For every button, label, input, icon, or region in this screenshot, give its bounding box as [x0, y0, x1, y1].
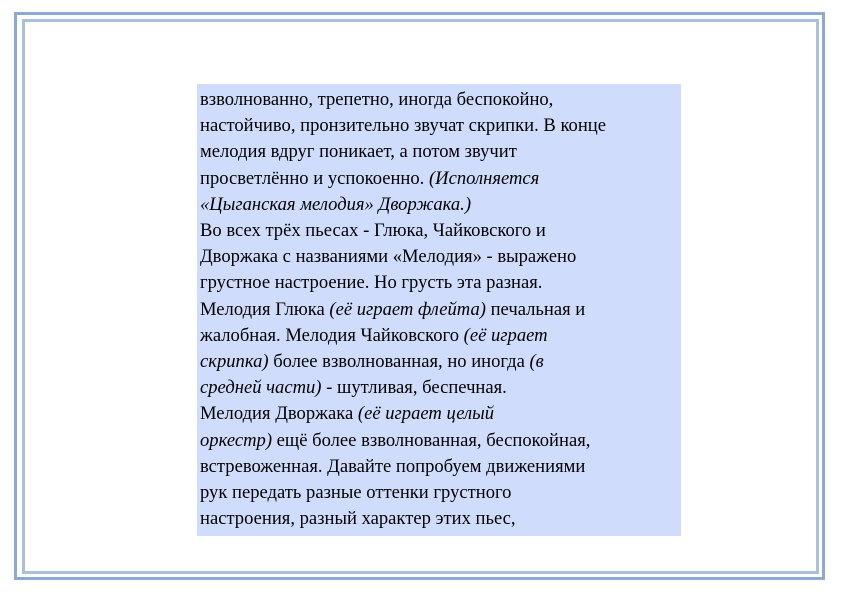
text-line: грустное настроение. Но грусть эта разная.	[200, 272, 543, 294]
text-line: рук передать разные оттенки грустного	[200, 482, 512, 504]
text-line: жалобная. Мелодия Чайковского (её играет	[200, 324, 548, 346]
text-line: настойчиво, пронзительно звучат скрипки. В конце	[200, 115, 606, 137]
text-line: Мелодия Глюка (её играет флейта) печальная и	[200, 298, 586, 320]
text-line: Мелодия Дворжака (её играет целый	[200, 403, 494, 425]
text-line: взволнованно, трепетно, иногда беспокойно,	[200, 89, 554, 110]
text-line: просветлённо и успокоенно. (Исполняется	[200, 167, 540, 189]
text-line: средней части) - шутливая, беспечная.	[200, 377, 507, 399]
text-line: мелодия вдруг поникает, а потом звучит	[200, 141, 517, 163]
text-line: оркестр) ещё более взволнованная, беспокойная,	[200, 429, 591, 451]
text-line: Во всех трёх пьесах - Глюка, Чайковского и	[200, 220, 546, 242]
text-line: «Цыганская мелодия» Дворжака.)	[200, 193, 472, 215]
text-block	[197, 84, 681, 536]
text-line: настроения, разный характер этих пьес,	[200, 508, 516, 530]
text-line: скрипка) более взволнованная, но иногда (в	[200, 351, 544, 373]
text-line: Дворжака с названиями «Мелодия» - выражено	[200, 246, 577, 268]
text-line: встревоженная. Давайте попробуем движениями	[200, 455, 586, 477]
